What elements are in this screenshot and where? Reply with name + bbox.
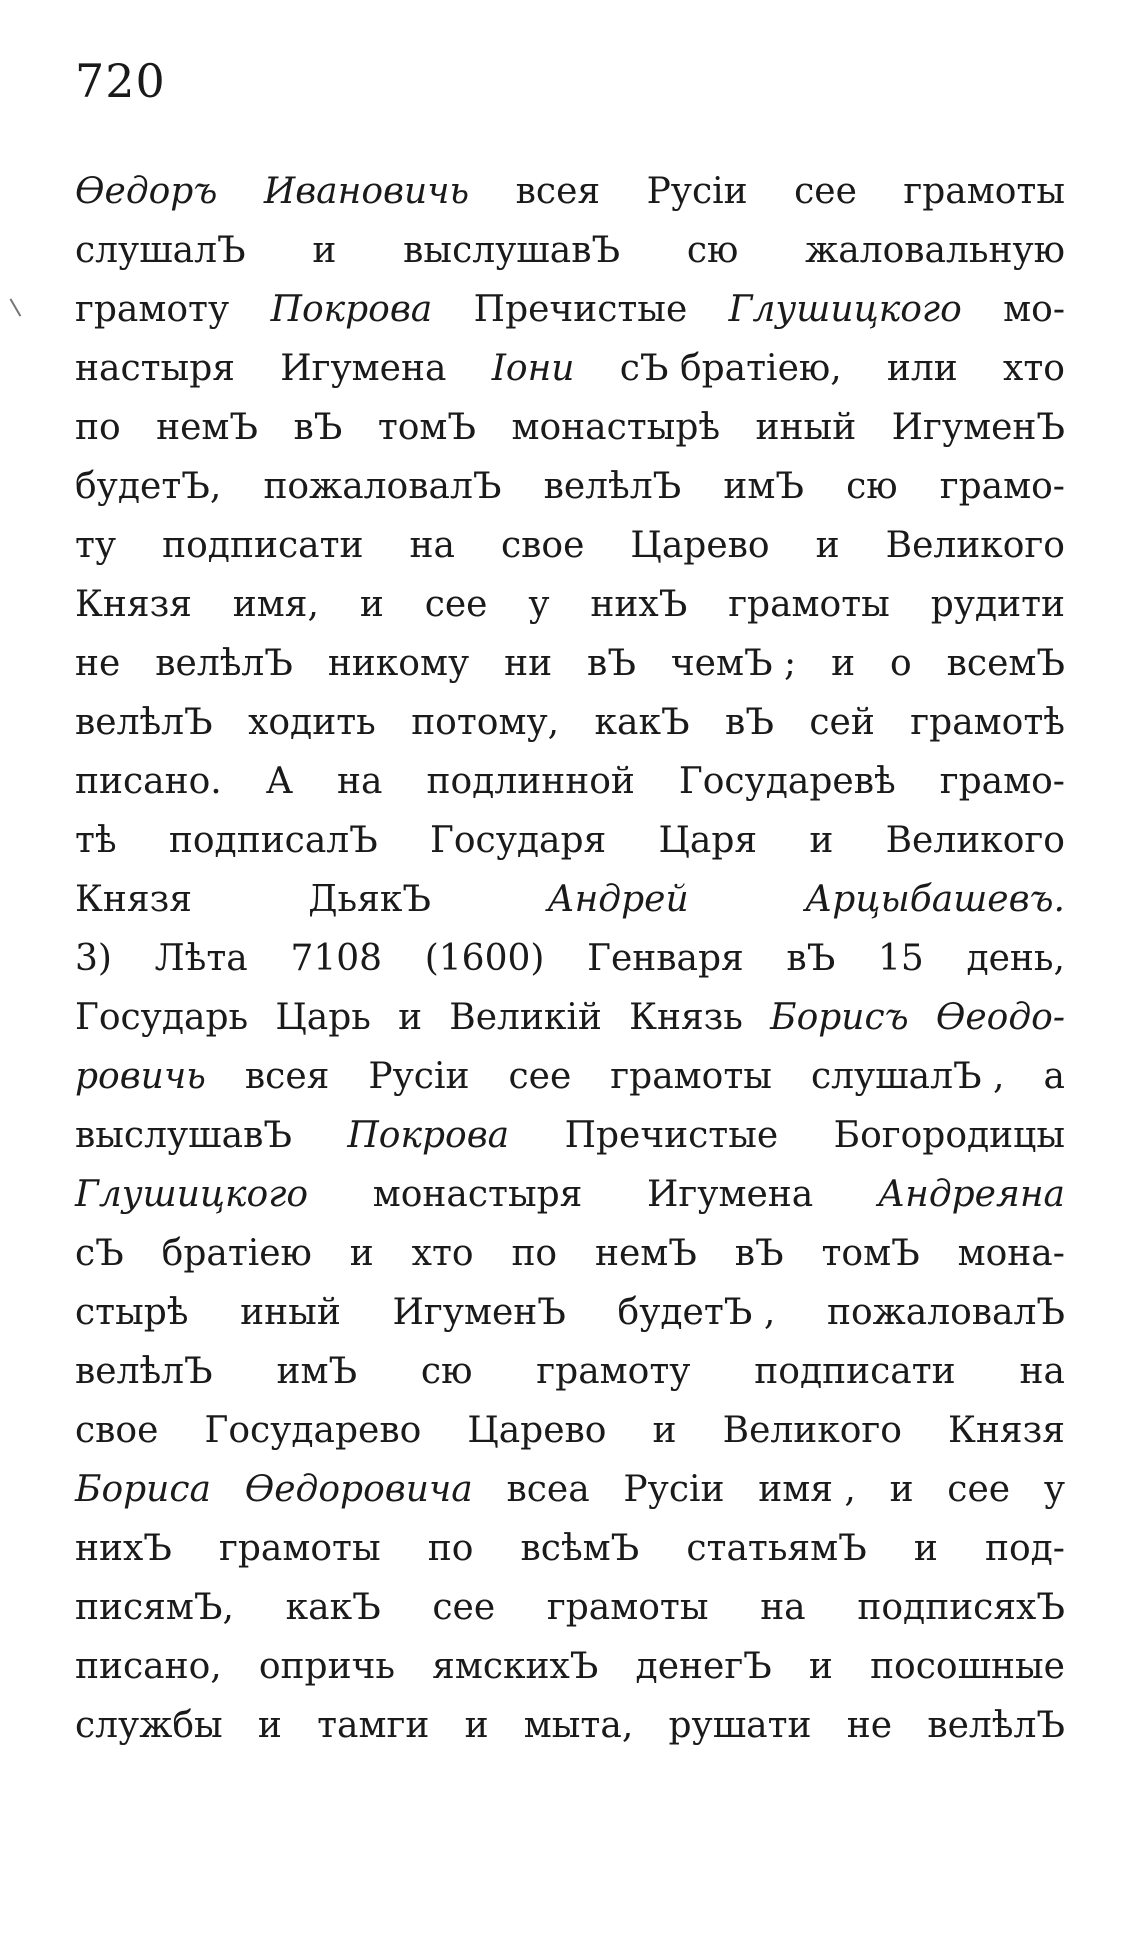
text-line — [75, 1519, 1065, 1578]
word: мона- — [957, 1233, 1065, 1274]
word: грамо- — [939, 466, 1065, 507]
italic-word: Глушицкого — [728, 289, 962, 330]
word: и — [889, 1469, 914, 1510]
word: Князь — [629, 997, 743, 1038]
word: чемЪ ; — [670, 643, 797, 684]
word: стырѣ — [75, 1292, 189, 1333]
text-line — [75, 1165, 1065, 1224]
word: ямскихЪ — [432, 1646, 599, 1687]
word: писямЪ, — [75, 1587, 234, 1628]
word: или — [886, 348, 958, 389]
word: всемЪ — [946, 643, 1065, 684]
word: на — [760, 1587, 806, 1628]
word: нихЪ — [590, 584, 688, 625]
word: грамоту — [536, 1351, 691, 1392]
word: Царево — [630, 525, 770, 566]
word: пожаловалЪ — [263, 466, 502, 507]
word: свое — [500, 525, 585, 566]
word: Великого — [885, 820, 1065, 861]
word: и — [831, 643, 856, 684]
word: опричь — [258, 1646, 395, 1687]
text-line — [75, 870, 1065, 929]
word: никому — [327, 643, 470, 684]
italic-word: Іони — [491, 348, 575, 389]
page-number: 720 — [75, 54, 166, 108]
word: и — [652, 1410, 677, 1451]
word: и — [815, 525, 840, 566]
word: немЪ — [594, 1233, 697, 1274]
word: грамо- — [939, 761, 1065, 802]
word: и — [808, 1646, 833, 1687]
word: 15 — [877, 938, 924, 979]
word: потому, — [411, 702, 560, 743]
word: и — [809, 820, 834, 861]
text-line — [75, 162, 1065, 221]
word: сю — [846, 466, 898, 507]
word: сю — [686, 230, 739, 271]
word: нихЪ — [75, 1528, 172, 1569]
word: а — [1043, 1056, 1065, 1097]
word: грамоты — [219, 1528, 381, 1569]
word: Русіи — [623, 1469, 725, 1510]
word: жаловальную — [805, 230, 1065, 271]
word: подписяхЪ — [857, 1587, 1065, 1628]
word: Игумена — [280, 348, 447, 389]
word: сее — [508, 1056, 572, 1097]
word: Царево — [467, 1410, 607, 1451]
word: сее — [947, 1469, 1011, 1510]
word: ИгуменЪ — [392, 1292, 566, 1333]
word: Князя — [948, 1410, 1065, 1451]
text-line — [75, 398, 1065, 457]
text-line — [75, 752, 1065, 811]
word: ДьякЪ — [308, 879, 431, 920]
word: Русіи — [368, 1056, 470, 1097]
word: статьямЪ — [686, 1528, 867, 1569]
word: грамоты — [728, 584, 890, 625]
word: и — [359, 584, 384, 625]
text-line — [75, 693, 1065, 752]
text-line — [75, 1696, 1065, 1755]
word: томЪ — [377, 407, 477, 448]
word: имЪ — [276, 1351, 358, 1392]
word: всея — [244, 1056, 330, 1097]
word: рудити — [930, 584, 1065, 625]
text-line — [75, 1106, 1065, 1165]
word: томЪ — [821, 1233, 920, 1274]
word: подписалЪ — [168, 820, 378, 861]
word: ходить — [248, 702, 376, 743]
word: подписати — [754, 1351, 956, 1392]
word: вЪ — [725, 702, 774, 743]
text-line — [75, 339, 1065, 398]
word: Пречистые — [564, 1115, 779, 1156]
word: и — [464, 1705, 489, 1746]
word: день, — [966, 938, 1065, 979]
word: хто — [411, 1233, 474, 1274]
word: Царя — [658, 820, 758, 861]
word: велѣлЪ — [543, 466, 682, 507]
word: Лѣта — [154, 938, 248, 979]
text-line — [75, 457, 1065, 516]
word: Государево — [204, 1410, 422, 1451]
text-line — [75, 988, 1065, 1047]
word: мыта, — [523, 1705, 634, 1746]
body-text — [75, 162, 1065, 1755]
word: 3) — [75, 938, 112, 979]
word: не — [846, 1705, 893, 1746]
word: Русіи — [646, 171, 748, 212]
word: велѣлЪ — [927, 1705, 1065, 1746]
word: и — [349, 1233, 374, 1274]
word: братіею — [161, 1233, 312, 1274]
word: тамги — [317, 1705, 430, 1746]
italic-word: Өедоровича — [244, 1469, 473, 1510]
word: иный — [755, 407, 857, 448]
word: подписати — [162, 525, 364, 566]
word: монастыря — [372, 1174, 583, 1215]
italic-word: Андреяна — [877, 1174, 1065, 1215]
word: монастырѣ — [511, 407, 721, 448]
text-line — [75, 1578, 1065, 1637]
word: Великого — [885, 525, 1065, 566]
italic-word: Покрова — [270, 289, 433, 330]
word: и — [312, 230, 337, 271]
text-line — [75, 280, 1065, 339]
word: вЪ — [587, 643, 636, 684]
text-line — [75, 1460, 1065, 1519]
word: и — [913, 1528, 938, 1569]
text-line — [75, 1342, 1065, 1401]
word: на — [1019, 1351, 1065, 1392]
word: имя, — [232, 584, 319, 625]
word: хто — [1003, 348, 1065, 389]
italic-word: Өедоръ — [75, 171, 218, 212]
word: Государя — [430, 820, 607, 861]
text-line — [75, 1224, 1065, 1283]
text-line — [75, 1637, 1065, 1696]
word: имЪ — [723, 466, 804, 507]
word: по — [75, 407, 121, 448]
word: вЪ — [293, 407, 343, 448]
text-line — [75, 811, 1065, 870]
word: грамоты — [610, 1056, 772, 1097]
word: мо- — [1003, 289, 1065, 330]
word: Князя — [75, 584, 192, 625]
word: выслушавЪ — [403, 230, 621, 271]
word: под- — [984, 1528, 1065, 1569]
word: вЪ — [786, 938, 836, 979]
word: ни — [504, 643, 553, 684]
italic-word: Арцыбашевъ. — [805, 879, 1065, 920]
word: грамотѣ — [910, 702, 1065, 743]
italic-word: Ивановичь — [263, 171, 470, 212]
word: писано. — [75, 761, 222, 802]
italic-word: ровичь — [75, 1056, 206, 1097]
word: сей — [809, 702, 875, 743]
word: сее — [432, 1587, 496, 1628]
word: 7108 — [290, 938, 383, 979]
word: Пречистые — [473, 289, 688, 330]
word: Царь — [275, 997, 371, 1038]
word: рушати — [668, 1705, 812, 1746]
word: велѣлЪ — [155, 643, 293, 684]
word: писано, — [75, 1646, 222, 1687]
word: вЪ — [734, 1233, 784, 1274]
word: имя , — [758, 1469, 856, 1510]
word: ИгуменЪ — [891, 407, 1065, 448]
word: Богородицы — [833, 1115, 1065, 1156]
word: на — [409, 525, 455, 566]
text-line — [75, 516, 1065, 575]
word: А — [265, 761, 294, 802]
word: по — [511, 1233, 558, 1274]
italic-word: Андрей — [547, 879, 689, 920]
word: денегЪ — [635, 1646, 772, 1687]
text-line — [75, 1401, 1065, 1460]
word: слушалЪ , — [810, 1056, 1005, 1097]
word: всея — [515, 171, 601, 212]
word: и — [398, 997, 423, 1038]
word: ту — [75, 525, 117, 566]
italic-word: Глушицкого — [75, 1174, 309, 1215]
italic-word: Бориса — [75, 1469, 211, 1510]
word: сее — [794, 171, 857, 212]
word: немЪ — [156, 407, 259, 448]
text-line — [75, 634, 1065, 693]
word: у — [528, 584, 550, 625]
text-line — [75, 221, 1065, 280]
word: Генваря — [587, 938, 744, 979]
text-line — [75, 1283, 1065, 1342]
word: иный — [240, 1292, 341, 1333]
word: на — [337, 761, 383, 802]
margin-mark — [10, 295, 27, 316]
word: Государевѣ — [678, 761, 896, 802]
word: (1600) — [424, 938, 545, 979]
word: всеа — [506, 1469, 590, 1510]
word: тѣ — [75, 820, 117, 861]
word: сЪ братіею, — [619, 348, 842, 389]
word: подлинной — [426, 761, 635, 802]
word: Великого — [722, 1410, 902, 1451]
word: Игумена — [647, 1174, 814, 1215]
word: грамоты — [546, 1587, 709, 1628]
word: Князя — [75, 879, 192, 920]
word: у — [1043, 1469, 1065, 1510]
word: Государь — [75, 997, 249, 1038]
word: службы — [75, 1705, 223, 1746]
word: сЪ — [75, 1233, 124, 1274]
word: посошные — [870, 1646, 1065, 1687]
text-line — [75, 1047, 1065, 1106]
word: выслушавЪ — [75, 1115, 292, 1156]
word: о — [890, 643, 912, 684]
italic-word: Покрова — [347, 1115, 510, 1156]
word: грамоты — [903, 171, 1065, 212]
italic-word: Өеодо- — [935, 997, 1065, 1038]
word: сее — [424, 584, 488, 625]
word: грамоту — [75, 289, 230, 330]
word: и — [257, 1705, 282, 1746]
word: какЪ — [285, 1587, 381, 1628]
word: настыря — [75, 348, 235, 389]
word: какЪ — [594, 702, 690, 743]
word: велѣлЪ — [75, 702, 213, 743]
word: всѣмЪ — [520, 1528, 640, 1569]
word: сю — [420, 1351, 473, 1392]
italic-word: Борисъ — [770, 997, 909, 1038]
word: слушалЪ — [75, 230, 246, 271]
word: свое — [75, 1410, 159, 1451]
word: по — [427, 1528, 474, 1569]
text-line — [75, 575, 1065, 634]
word: Великій — [449, 997, 602, 1038]
word: будетЪ, — [75, 466, 222, 507]
word: не — [75, 643, 121, 684]
word: велѣлЪ — [75, 1351, 213, 1392]
word: пожаловалЪ — [826, 1292, 1065, 1333]
text-line — [75, 929, 1065, 988]
word: будетЪ , — [617, 1292, 776, 1333]
